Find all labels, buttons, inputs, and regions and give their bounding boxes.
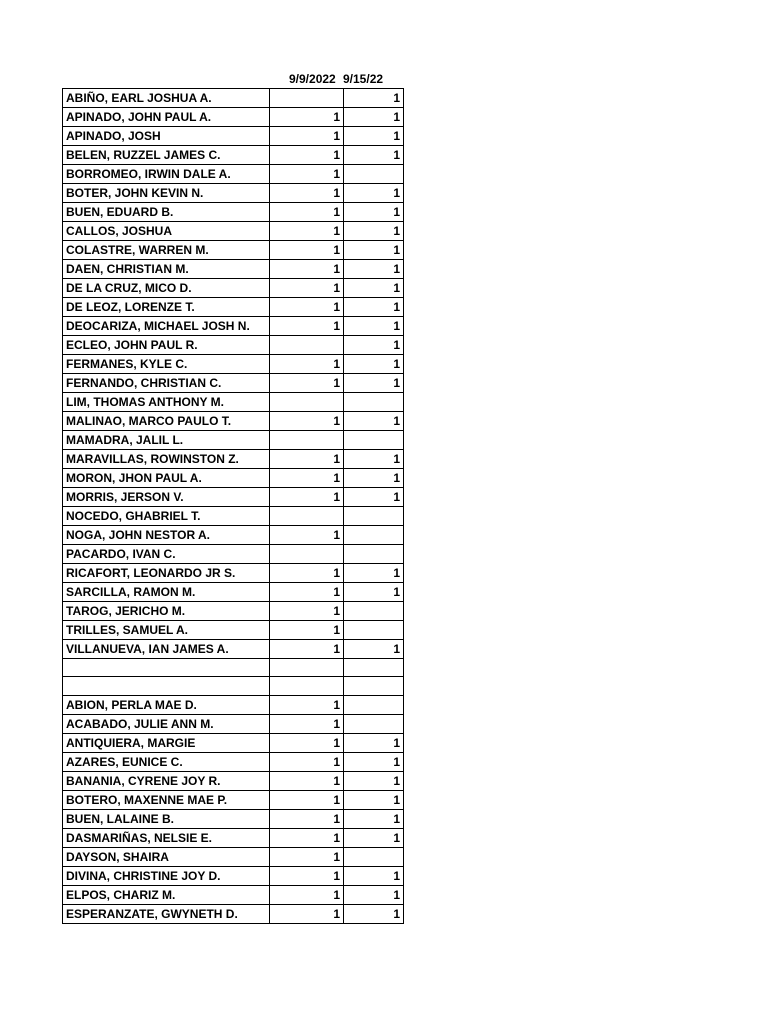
student-name-cell[interactable]: ANTIQUIERA, MARGIE xyxy=(63,733,270,752)
date2-attendance-cell[interactable]: 1 xyxy=(344,374,404,393)
date1-attendance-cell[interactable]: 1 xyxy=(270,412,344,431)
date2-attendance-cell[interactable]: 1 xyxy=(344,809,404,828)
date1-attendance-cell[interactable]: 1 xyxy=(270,146,344,165)
date2-attendance-cell[interactable] xyxy=(344,431,404,450)
table-row xyxy=(63,222,404,241)
student-name-cell[interactable]: SARCILLA, RAMON M. xyxy=(63,583,270,602)
date1-attendance-cell[interactable]: 1 xyxy=(270,695,344,714)
table-row xyxy=(63,545,404,564)
student-name-cell[interactable]: FERMANES, KYLE C. xyxy=(63,355,270,374)
student-name-cell[interactable]: DASMARIÑAS, NELSIE E. xyxy=(63,828,270,847)
student-name-cell[interactable]: DE LA CRUZ, MICO D. xyxy=(63,279,270,298)
table-row xyxy=(63,393,404,412)
date2-attendance-cell[interactable]: 1 xyxy=(344,260,404,279)
student-name-cell[interactable]: MAMADRA, JALIL L. xyxy=(63,431,270,450)
table-row xyxy=(63,733,404,752)
student-name-cell[interactable]: ECLEO, JOHN PAUL R. xyxy=(63,336,270,355)
date1-attendance-cell[interactable]: 1 xyxy=(270,809,344,828)
date1-attendance-cell[interactable]: 1 xyxy=(270,640,344,659)
date2-attendance-cell[interactable]: 1 xyxy=(344,203,404,222)
table-row xyxy=(63,621,404,640)
student-name-cell[interactable]: AZARES, EUNICE C. xyxy=(63,752,270,771)
student-name-cell[interactable] xyxy=(63,677,270,695)
student-name-cell[interactable]: BOTERO, MAXENNE MAE P. xyxy=(63,790,270,809)
student-name-cell[interactable]: MARAVILLAS, ROWINSTON Z. xyxy=(63,450,270,469)
student-name-cell[interactable]: DIVINA, CHRISTINE JOY D. xyxy=(63,866,270,885)
student-name-cell[interactable]: BUEN, LALAINE B. xyxy=(63,809,270,828)
table-row xyxy=(63,412,404,431)
date2-attendance-cell[interactable]: 1 xyxy=(344,450,404,469)
date1-attendance-cell[interactable]: 1 xyxy=(270,866,344,885)
date1-attendance-cell[interactable]: 1 xyxy=(270,790,344,809)
student-name-cell[interactable]: CALLOS, JOSHUA xyxy=(63,222,270,241)
date1-attendance-cell[interactable]: 1 xyxy=(270,469,344,488)
date1-attendance-cell[interactable]: 1 xyxy=(270,733,344,752)
table-row xyxy=(63,526,404,545)
table-row xyxy=(63,431,404,450)
date2-attendance-cell[interactable]: 1 xyxy=(344,640,404,659)
student-name-cell[interactable]: NOCEDO, GHABRIEL T. xyxy=(63,507,270,526)
student-name-cell[interactable]: PACARDO, IVAN C. xyxy=(63,545,270,564)
table-row xyxy=(63,677,404,695)
date1-attendance-cell[interactable]: 1 xyxy=(270,621,344,640)
table-row xyxy=(63,507,404,526)
date2-attendance-cell[interactable]: 1 xyxy=(344,89,404,108)
student-name-cell[interactable]: TAROG, JERICHO M. xyxy=(63,602,270,621)
student-name-cell[interactable]: MALINAO, MARCO PAULO T. xyxy=(63,412,270,431)
date1-attendance-cell[interactable]: 1 xyxy=(270,564,344,583)
date2-attendance-cell[interactable] xyxy=(344,602,404,621)
date1-attendance-cell[interactable]: 1 xyxy=(270,771,344,790)
date2-attendance-cell[interactable]: 1 xyxy=(344,469,404,488)
date2-attendance-cell[interactable]: 1 xyxy=(344,733,404,752)
date2-attendance-cell[interactable]: 1 xyxy=(344,771,404,790)
table-row xyxy=(63,809,404,828)
table-row xyxy=(63,904,404,923)
date1-attendance-cell[interactable]: 1 xyxy=(270,526,344,545)
date1-attendance-cell[interactable]: 1 xyxy=(270,127,344,146)
student-name-cell[interactable] xyxy=(63,659,270,677)
table-row xyxy=(63,241,404,260)
table-row xyxy=(63,583,404,602)
table-row xyxy=(63,355,404,374)
student-name-cell[interactable]: DAEN, CHRISTIAN M. xyxy=(63,260,270,279)
table-row xyxy=(63,279,404,298)
date1-attendance-cell[interactable]: 1 xyxy=(270,904,344,923)
date1-attendance-cell[interactable]: 1 xyxy=(270,488,344,507)
student-name-cell[interactable]: BANANIA, CYRENE JOY R. xyxy=(63,771,270,790)
table-row xyxy=(63,602,404,621)
table-row xyxy=(63,184,404,203)
date2-attendance-cell[interactable]: 1 xyxy=(344,336,404,355)
student-name-cell[interactable]: ABION, PERLA MAE D. xyxy=(63,695,270,714)
table-row xyxy=(63,146,404,165)
table-row xyxy=(63,165,404,184)
table-row xyxy=(63,450,404,469)
date2-attendance-cell[interactable]: 1 xyxy=(344,355,404,374)
date2-attendance-cell[interactable]: 1 xyxy=(344,184,404,203)
date1-attendance-cell[interactable]: 1 xyxy=(270,203,344,222)
date2-attendance-cell[interactable]: 1 xyxy=(344,904,404,923)
student-name-cell[interactable]: VILLANUEVA, IAN JAMES A. xyxy=(63,640,270,659)
date1-attendance-cell[interactable] xyxy=(270,89,344,108)
student-name-cell[interactable]: TRILLES, SAMUEL A. xyxy=(63,621,270,640)
student-name-cell[interactable]: ABIÑO, EARL JOSHUA A. xyxy=(63,89,270,108)
date1-attendance-cell[interactable] xyxy=(270,659,344,677)
table-row xyxy=(63,89,404,108)
date1-attendance-cell[interactable]: 1 xyxy=(270,583,344,602)
date1-attendance-cell[interactable]: 1 xyxy=(270,298,344,317)
table-row xyxy=(63,564,404,583)
date1-attendance-cell[interactable]: 1 xyxy=(270,279,344,298)
student-name-cell[interactable]: BORROMEO, IRWIN DALE A. xyxy=(63,165,270,184)
date2-attendance-cell[interactable] xyxy=(344,621,404,640)
table-row xyxy=(63,714,404,733)
table-row xyxy=(63,298,404,317)
table-row xyxy=(63,847,404,866)
date2-attendance-cell[interactable] xyxy=(344,165,404,184)
table-row xyxy=(63,488,404,507)
column-header-date-2: 9/15/22 xyxy=(343,72,384,86)
table-row xyxy=(63,336,404,355)
table-row xyxy=(63,469,404,488)
date1-attendance-cell[interactable]: 1 xyxy=(270,165,344,184)
table-row xyxy=(63,790,404,809)
date2-attendance-cell[interactable]: 1 xyxy=(344,564,404,583)
attendance-rows xyxy=(63,89,404,924)
student-name-cell[interactable]: FERNANDO, CHRISTIAN C. xyxy=(63,374,270,393)
date1-attendance-cell[interactable]: 1 xyxy=(270,241,344,260)
date2-attendance-cell[interactable] xyxy=(344,393,404,412)
date2-attendance-cell[interactable]: 1 xyxy=(344,790,404,809)
date2-attendance-cell[interactable]: 1 xyxy=(344,241,404,260)
student-name-cell[interactable]: MORRIS, JERSON V. xyxy=(63,488,270,507)
date1-attendance-cell[interactable] xyxy=(270,431,344,450)
date2-attendance-cell[interactable]: 1 xyxy=(344,412,404,431)
date1-attendance-cell[interactable] xyxy=(270,336,344,355)
date2-attendance-cell[interactable]: 1 xyxy=(344,279,404,298)
date2-attendance-cell[interactable] xyxy=(344,526,404,545)
table-row xyxy=(63,659,404,677)
date2-attendance-cell[interactable]: 1 xyxy=(344,298,404,317)
table-row xyxy=(63,771,404,790)
date2-attendance-cell[interactable]: 1 xyxy=(344,583,404,602)
student-name-cell[interactable]: ELPOS, CHARIZ M. xyxy=(63,885,270,904)
date1-attendance-cell[interactable]: 1 xyxy=(270,260,344,279)
date2-attendance-cell[interactable]: 1 xyxy=(344,222,404,241)
date1-attendance-cell[interactable]: 1 xyxy=(270,752,344,771)
date1-attendance-cell[interactable] xyxy=(270,393,344,412)
table-row xyxy=(63,866,404,885)
student-name-cell[interactable]: APINADO, JOSH xyxy=(63,127,270,146)
table-row xyxy=(63,640,404,659)
table-row xyxy=(63,127,404,146)
date2-attendance-cell[interactable]: 1 xyxy=(344,127,404,146)
date1-attendance-cell[interactable] xyxy=(270,677,344,695)
date1-attendance-cell[interactable] xyxy=(270,545,344,564)
table-row xyxy=(63,317,404,336)
date2-attendance-cell[interactable] xyxy=(344,677,404,695)
date1-attendance-cell[interactable]: 1 xyxy=(270,317,344,336)
student-name-cell[interactable]: DAYSON, SHAIRA xyxy=(63,847,270,866)
student-name-cell[interactable]: RICAFORT, LEONARDO JR S. xyxy=(63,564,270,583)
table-row xyxy=(63,828,404,847)
student-name-cell[interactable]: LIM, THOMAS ANTHONY M. xyxy=(63,393,270,412)
date2-attendance-cell[interactable] xyxy=(344,695,404,714)
date2-attendance-cell[interactable]: 1 xyxy=(344,752,404,771)
table-row xyxy=(63,695,404,714)
date2-attendance-cell[interactable]: 1 xyxy=(344,885,404,904)
table-row xyxy=(63,203,404,222)
date1-attendance-cell[interactable]: 1 xyxy=(270,184,344,203)
date1-attendance-cell[interactable]: 1 xyxy=(270,714,344,733)
date2-attendance-cell[interactable] xyxy=(344,847,404,866)
student-name-cell[interactable]: DE LEOZ, LORENZE T. xyxy=(63,298,270,317)
student-name-cell[interactable]: DEOCARIZA, MICHAEL JOSH N. xyxy=(63,317,270,336)
date2-attendance-cell[interactable] xyxy=(344,545,404,564)
date2-attendance-cell[interactable]: 1 xyxy=(344,108,404,127)
date1-attendance-cell[interactable] xyxy=(270,507,344,526)
date1-attendance-cell[interactable]: 1 xyxy=(270,828,344,847)
table-row xyxy=(63,108,404,127)
date2-attendance-cell[interactable]: 1 xyxy=(344,317,404,336)
table-row xyxy=(63,752,404,771)
student-name-cell[interactable]: BELEN, RUZZEL JAMES C. xyxy=(63,146,270,165)
student-name-cell[interactable]: BOTER, JOHN KEVIN N. xyxy=(63,184,270,203)
student-name-cell[interactable]: ESPERANZATE, GWYNETH D. xyxy=(63,904,270,923)
student-name-cell[interactable]: MORON, JHON PAUL A. xyxy=(63,469,270,488)
table-row xyxy=(63,260,404,279)
date1-attendance-cell[interactable]: 1 xyxy=(270,885,344,904)
table-row xyxy=(63,374,404,393)
date2-attendance-cell[interactable] xyxy=(344,659,404,677)
date1-attendance-cell[interactable]: 1 xyxy=(270,222,344,241)
student-name-cell[interactable]: APINADO, JOHN PAUL A. xyxy=(63,108,270,127)
date1-attendance-cell[interactable]: 1 xyxy=(270,847,344,866)
student-name-cell[interactable]: NOGA, JOHN NESTOR A. xyxy=(63,526,270,545)
date2-attendance-cell[interactable]: 1 xyxy=(344,828,404,847)
date1-attendance-cell[interactable]: 1 xyxy=(270,355,344,374)
student-name-cell[interactable]: COLASTRE, WARREN M. xyxy=(63,241,270,260)
column-header-date-1: 9/9/2022 xyxy=(289,72,336,86)
date1-attendance-cell[interactable]: 1 xyxy=(270,108,344,127)
student-name-cell[interactable]: ACABADO, JULIE ANN M. xyxy=(63,714,270,733)
date2-attendance-cell[interactable]: 1 xyxy=(344,146,404,165)
table-row xyxy=(63,885,404,904)
date2-attendance-cell[interactable]: 1 xyxy=(344,488,404,507)
date1-attendance-cell[interactable]: 1 xyxy=(270,450,344,469)
date2-attendance-cell[interactable]: 1 xyxy=(344,866,404,885)
date2-attendance-cell[interactable] xyxy=(344,507,404,526)
date1-attendance-cell[interactable]: 1 xyxy=(270,374,344,393)
student-name-cell[interactable]: BUEN, EDUARD B. xyxy=(63,203,270,222)
date2-attendance-cell[interactable] xyxy=(344,714,404,733)
attendance-table xyxy=(62,88,404,924)
date1-attendance-cell[interactable]: 1 xyxy=(270,602,344,621)
